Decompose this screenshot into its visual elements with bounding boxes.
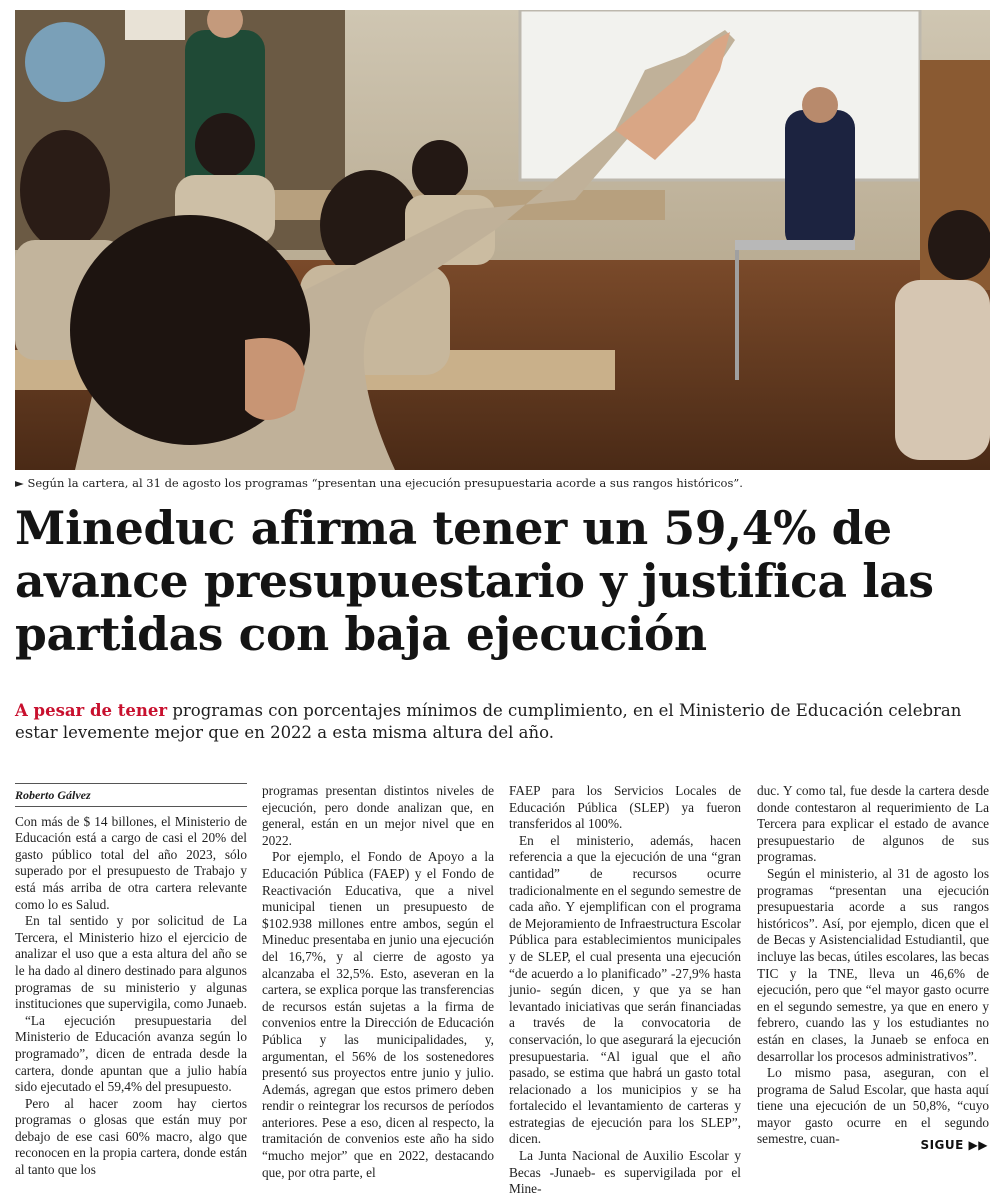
- lead-kicker: A pesar de tener: [15, 701, 168, 720]
- column-4: [757, 783, 989, 1148]
- paragraph: “La ejecución presupuestaria del Ministerio de Educación avanza según lo programado”, dicen de entrada desde la cartera, donde apuntan que a julio había sido ejecutado el 59,4% del presupuesto.: [15, 1012, 247, 1095]
- paragraph: Con más de $ 14 billones, el Ministerio de Educación está a cargo de casi el 20% del gasto público total del año 2023, sólo superado por el presupuesto de Trabajo y está más arriba de otra cartera relevante como lo es Salud.: [15, 813, 247, 912]
- paragraph: programas presentan distintos niveles de ejecución, pero donde analizan que, en general, están en un mejor nivel que en 2022.: [262, 783, 494, 848]
- column-1: [15, 783, 247, 1179]
- headline: Mineduc afirma tener un 59,4% de avance presupuestario y justifica las partidas con baja ejecución: [15, 501, 934, 661]
- lead-paragraph: [15, 700, 990, 744]
- paragraph: Por ejemplo, el Fondo de Apoyo a la Educación Pública (FAEP) y el Fondo de Reactivación Educativa, que a nivel municipal tienen un presupuesto de $102.938 millones entre ambos, según el Mineduc presentaba en junio una ejecución del 16,7%, y al cierre de agosto ya alcanzaba el 32,5%. Esto, aseveran en la cartera, se explica porque las transferencias de recursos están sujetas a la firma de convenios entre la Dirección de Educación Pública y las municipalidades, y, argumentan, el 56% de los sostenedores presentó sus proyectos entre junio y julio. Además, agregan que estos primero deben rendir o reintegrar los recursos de períodos anteriores. Pese a eso, dicen al respecto, la tramitación de convenios este año ha sido “mucho mejor” que en 2022, destacando que, por otra parte, el: [262, 849, 494, 1180]
- article-photo: [15, 10, 990, 470]
- paragraph: Pero al hacer zoom hay ciertos programas o glosas que están muy por debajo de ese casi 60% macro, algo que reconocen en la propia cartera, donde están al tanto que los: [15, 1095, 247, 1178]
- lead-text: programas con porcentajes mínimos de cumplimiento, en el Ministerio de Educación celebran estar levemente mejor que en 2022 a esta misma altura del año.: [15, 701, 962, 742]
- column-2: [262, 783, 494, 1181]
- paragraph: duc. Y como tal, fue desde la cartera desde donde contestaron al requerimiento de La Tercera para explicar el estado de avance presupuestario de algunos de sus programas.: [757, 783, 989, 865]
- paragraph: Lo mismo pasa, aseguran, con el programa de Salud Escolar, que hasta aquí tiene una ejecución de un 50,8%, “cuyo mayor gasto ocurre en el segundo semestre, cuan-: [757, 1065, 989, 1147]
- paragraph: La Junta Nacional de Auxilio Escolar y Becas -Junaeb- es supervigilada por el Mine-: [509, 1148, 741, 1197]
- paragraph: FAEP para los Servicios Locales de Educación Pública (SLEP) ya fueron transferidos al 100%.: [509, 783, 741, 832]
- column-3: [509, 783, 741, 1198]
- paragraph: En el ministerio, además, hacen referencia a que la ejecución de una “gran cantidad” de recursos ocurre tradicionalmente en el segundo semestre de cada año. Y ejemplifican con el programa de Mejoramiento de Infraestructura Escolar Pública para establecimientos municipales y de SLEP, el cual presenta una ejecución “de acuerdo a lo planificado” -27,9% hasta junio- según dicen, y que ya se han levantado iniciativas que serán financiadas a través de la convocatoria de conservación, lo que asegurará la ejecución presupuestaria. “Al igual que el año pasado, se estima que habrá un gasto total relacionado a los municipios y se ha fortalecido el levantamiento de carteras y estrategias de ejecución para los SLEP”, dicen.: [509, 832, 741, 1147]
- paragraph: En tal sentido y por solicitud de La Tercera, el Ministerio hizo el ejercicio de analizar el uso que a esta altura del año se le ha dado al dinero destinado para algunos programas de su ministerio y algunas instituciones que supervigila, como Junaeb.: [15, 913, 247, 1012]
- continue-marker[interactable]: SIGUE ▶▶: [920, 1138, 988, 1152]
- byline: Roberto Gálvez: [15, 783, 247, 807]
- classroom-photo-illustration: [15, 10, 990, 470]
- paragraph: Según el ministerio, al 31 de agosto los programas “presentan una ejecución presupuestaria acorde a sus rangos históricos”. Así, por ejemplo, dicen que el de Becas y Asistencialidad Estudiantil, que incluye las becas, útiles escolares, las becas TIC y la TNE, lleva un 46,6% de ejecución, pero que “el mayor gasto ocurre en el segundo semestre, ya que en enero y febrero, cuando las y los estudiantes no están en clases, la Junaeb se enfoca en desarrollar los procesos administrativos”.: [757, 865, 989, 1064]
- photo-caption: ► Según la cartera, al 31 de agosto los programas “presentan una ejecución presupuestaria acorde a sus rangos históricos”.: [15, 476, 743, 490]
